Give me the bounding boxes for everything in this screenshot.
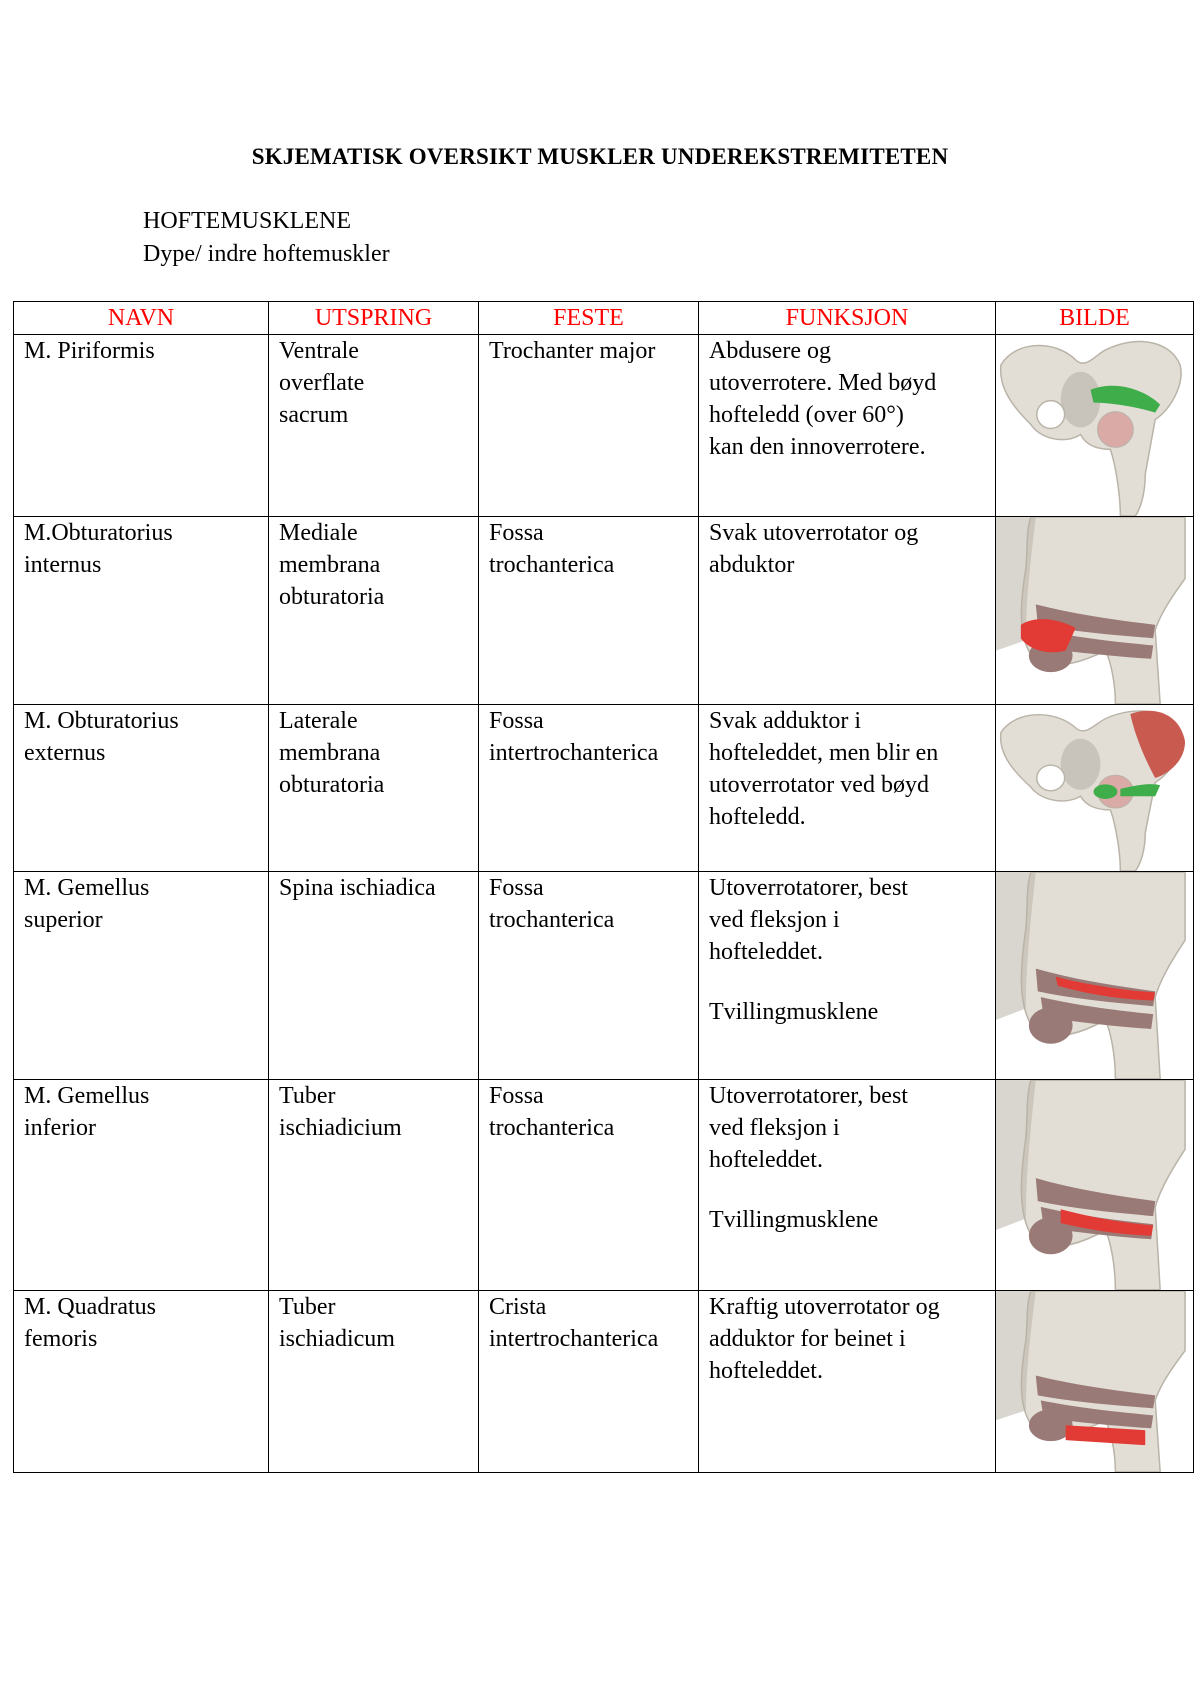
cell-funksjon-line: ved fleksjon i <box>709 907 840 933</box>
cell-feste-line: Fossa <box>489 520 544 546</box>
cell-bilde <box>996 335 1194 517</box>
cell-funksjon-note: Tvillingmusklene <box>709 1207 879 1233</box>
cell-funksjon <box>699 517 996 705</box>
cell-feste-line: trochanterica <box>489 552 615 578</box>
table-row <box>14 705 1194 872</box>
cell-utspring-line: membrana <box>279 552 381 578</box>
cell-funksjon <box>699 705 996 872</box>
cell-funksjon-line: Svak utoverrotator og <box>709 520 919 546</box>
cell-utspring <box>269 335 479 517</box>
cell-funksjon-line: hofteledd (over 60°) <box>709 402 904 428</box>
cell-navn <box>14 872 269 1080</box>
cell-funksjon-line: utoverrotere. Med bøyd <box>709 370 937 396</box>
header-feste: FESTE <box>479 302 699 335</box>
cell-navn-line: internus <box>24 552 102 578</box>
hip-illustration-hip-obturator-internus-red <box>996 517 1193 704</box>
table-header-row <box>14 302 1194 335</box>
hip-illustration-hip-gemellus-inferior-red <box>996 1080 1193 1290</box>
cell-feste-line: intertrochanterica <box>489 740 659 766</box>
cell-utspring-line: obturatoria <box>279 772 385 798</box>
cell-navn <box>14 705 269 872</box>
cell-funksjon-line: Abdusere og <box>709 338 831 364</box>
cell-feste-line: Fossa <box>489 1083 544 1109</box>
cell-utspring <box>269 517 479 705</box>
cell-funksjon-line: hofteledd. <box>709 804 806 830</box>
cell-utspring-line: Ventrale <box>279 338 359 364</box>
cell-navn-line: M. Gemellus <box>24 1083 150 1109</box>
cell-utspring-line: obturatoria <box>279 584 385 610</box>
cell-feste <box>479 1080 699 1291</box>
spacer <box>709 1176 995 1204</box>
cell-funksjon-line: Utoverrotatorer, best <box>709 875 908 901</box>
cell-utspring-line: Mediale <box>279 520 358 546</box>
cell-funksjon-line: abduktor <box>709 552 795 578</box>
hip-illustration-pelvis-piriformis-green <box>996 335 1193 516</box>
cell-funksjon-line: Svak adduktor i <box>709 708 861 734</box>
cell-navn-line: M. Gemellus <box>24 875 150 901</box>
cell-funksjon <box>699 335 996 517</box>
cell-bilde <box>996 517 1194 705</box>
cell-funksjon-line: hofteleddet. <box>709 1358 823 1384</box>
cell-feste <box>479 872 699 1080</box>
cell-bilde <box>996 872 1194 1080</box>
cell-feste <box>479 705 699 872</box>
spacer <box>709 968 995 996</box>
table-row <box>14 335 1194 517</box>
cell-utspring-line: Tuber <box>279 1294 336 1320</box>
cell-navn-line: externus <box>24 740 106 766</box>
table-row <box>14 517 1194 705</box>
cell-utspring-line: sacrum <box>279 402 349 428</box>
header-bilde: BILDE <box>996 302 1194 335</box>
cell-feste <box>479 517 699 705</box>
cell-utspring-line: Laterale <box>279 708 358 734</box>
cell-utspring <box>269 872 479 1080</box>
header-funksjon: FUNKSJON <box>699 302 996 335</box>
cell-feste <box>479 1291 699 1473</box>
cell-utspring-line: overflate <box>279 370 365 396</box>
cell-utspring-line: membrana <box>279 740 381 766</box>
cell-funksjon-line: utoverrotator ved bøyd <box>709 772 929 798</box>
header-navn: NAVN <box>14 302 269 335</box>
cell-navn-line: M. Piriformis <box>24 338 155 364</box>
cell-funksjon <box>699 872 996 1080</box>
hip-illustration-hip-gemellus-superior-red <box>996 872 1193 1079</box>
cell-navn <box>14 335 269 517</box>
cell-navn-line: femoris <box>24 1326 98 1352</box>
cell-navn-line: M. Quadratus <box>24 1294 156 1320</box>
cell-navn-line: M.Obturatorius <box>24 520 173 546</box>
cell-funksjon-line: Kraftig utoverrotator og <box>709 1294 940 1320</box>
page-title: SKJEMATISK OVERSIKT MUSKLER UNDEREKSTREMITETEN <box>251 144 949 169</box>
cell-feste-line: trochanterica <box>489 1115 615 1141</box>
cell-funksjon-line: adduktor for beinet i <box>709 1326 906 1352</box>
cell-bilde <box>996 1291 1194 1473</box>
cell-navn-line: M. Obturatorius <box>24 708 179 734</box>
table-row <box>14 1080 1194 1291</box>
header-utspring: UTSPRING <box>269 302 479 335</box>
cell-utspring <box>269 705 479 872</box>
cell-utspring-line: Spina ischiadica <box>279 875 436 901</box>
cell-utspring <box>269 1080 479 1291</box>
cell-funksjon-line: hofteleddet. <box>709 939 823 965</box>
cell-feste-line: Crista <box>489 1294 547 1320</box>
cell-feste-line: trochanterica <box>489 907 615 933</box>
cell-feste-line: intertrochanterica <box>489 1326 659 1352</box>
cell-funksjon-line: hofteleddet, men blir en <box>709 740 939 766</box>
cell-feste-line: Trochanter major <box>489 338 656 364</box>
cell-feste <box>479 335 699 517</box>
cell-utspring-line: ischiadicium <box>279 1115 402 1141</box>
cell-funksjon-note: Tvillingmusklene <box>709 999 879 1025</box>
section-heading: HOFTEMUSKLENE <box>143 208 351 234</box>
cell-utspring-line: ischiadicum <box>279 1326 395 1352</box>
table-row <box>14 872 1194 1080</box>
cell-navn-line: superior <box>24 907 103 933</box>
cell-utspring <box>269 1291 479 1473</box>
cell-funksjon-line: ved fleksjon i <box>709 1115 840 1141</box>
cell-feste-line: Fossa <box>489 708 544 734</box>
cell-funksjon <box>699 1291 996 1473</box>
cell-feste-line: Fossa <box>489 875 544 901</box>
hip-illustration-hip-quadratus-femoris-red <box>996 1291 1193 1472</box>
cell-funksjon <box>699 1080 996 1291</box>
cell-navn <box>14 517 269 705</box>
subsection-heading: Dype/ indre hoftemuskler <box>143 241 390 267</box>
cell-navn <box>14 1291 269 1473</box>
cell-funksjon-line: kan den innoverrotere. <box>709 434 926 460</box>
cell-funksjon-line: hofteleddet. <box>709 1147 823 1173</box>
hip-illustration-pelvis-obturator-externus-green <box>996 705 1193 871</box>
cell-funksjon-line: Utoverrotatorer, best <box>709 1083 908 1109</box>
cell-bilde <box>996 1080 1194 1291</box>
cell-bilde <box>996 705 1194 872</box>
cell-navn <box>14 1080 269 1291</box>
table-row <box>14 1291 1194 1473</box>
cell-navn-line: inferior <box>24 1115 96 1141</box>
muscle-table <box>13 301 1194 1473</box>
cell-utspring-line: Tuber <box>279 1083 336 1109</box>
